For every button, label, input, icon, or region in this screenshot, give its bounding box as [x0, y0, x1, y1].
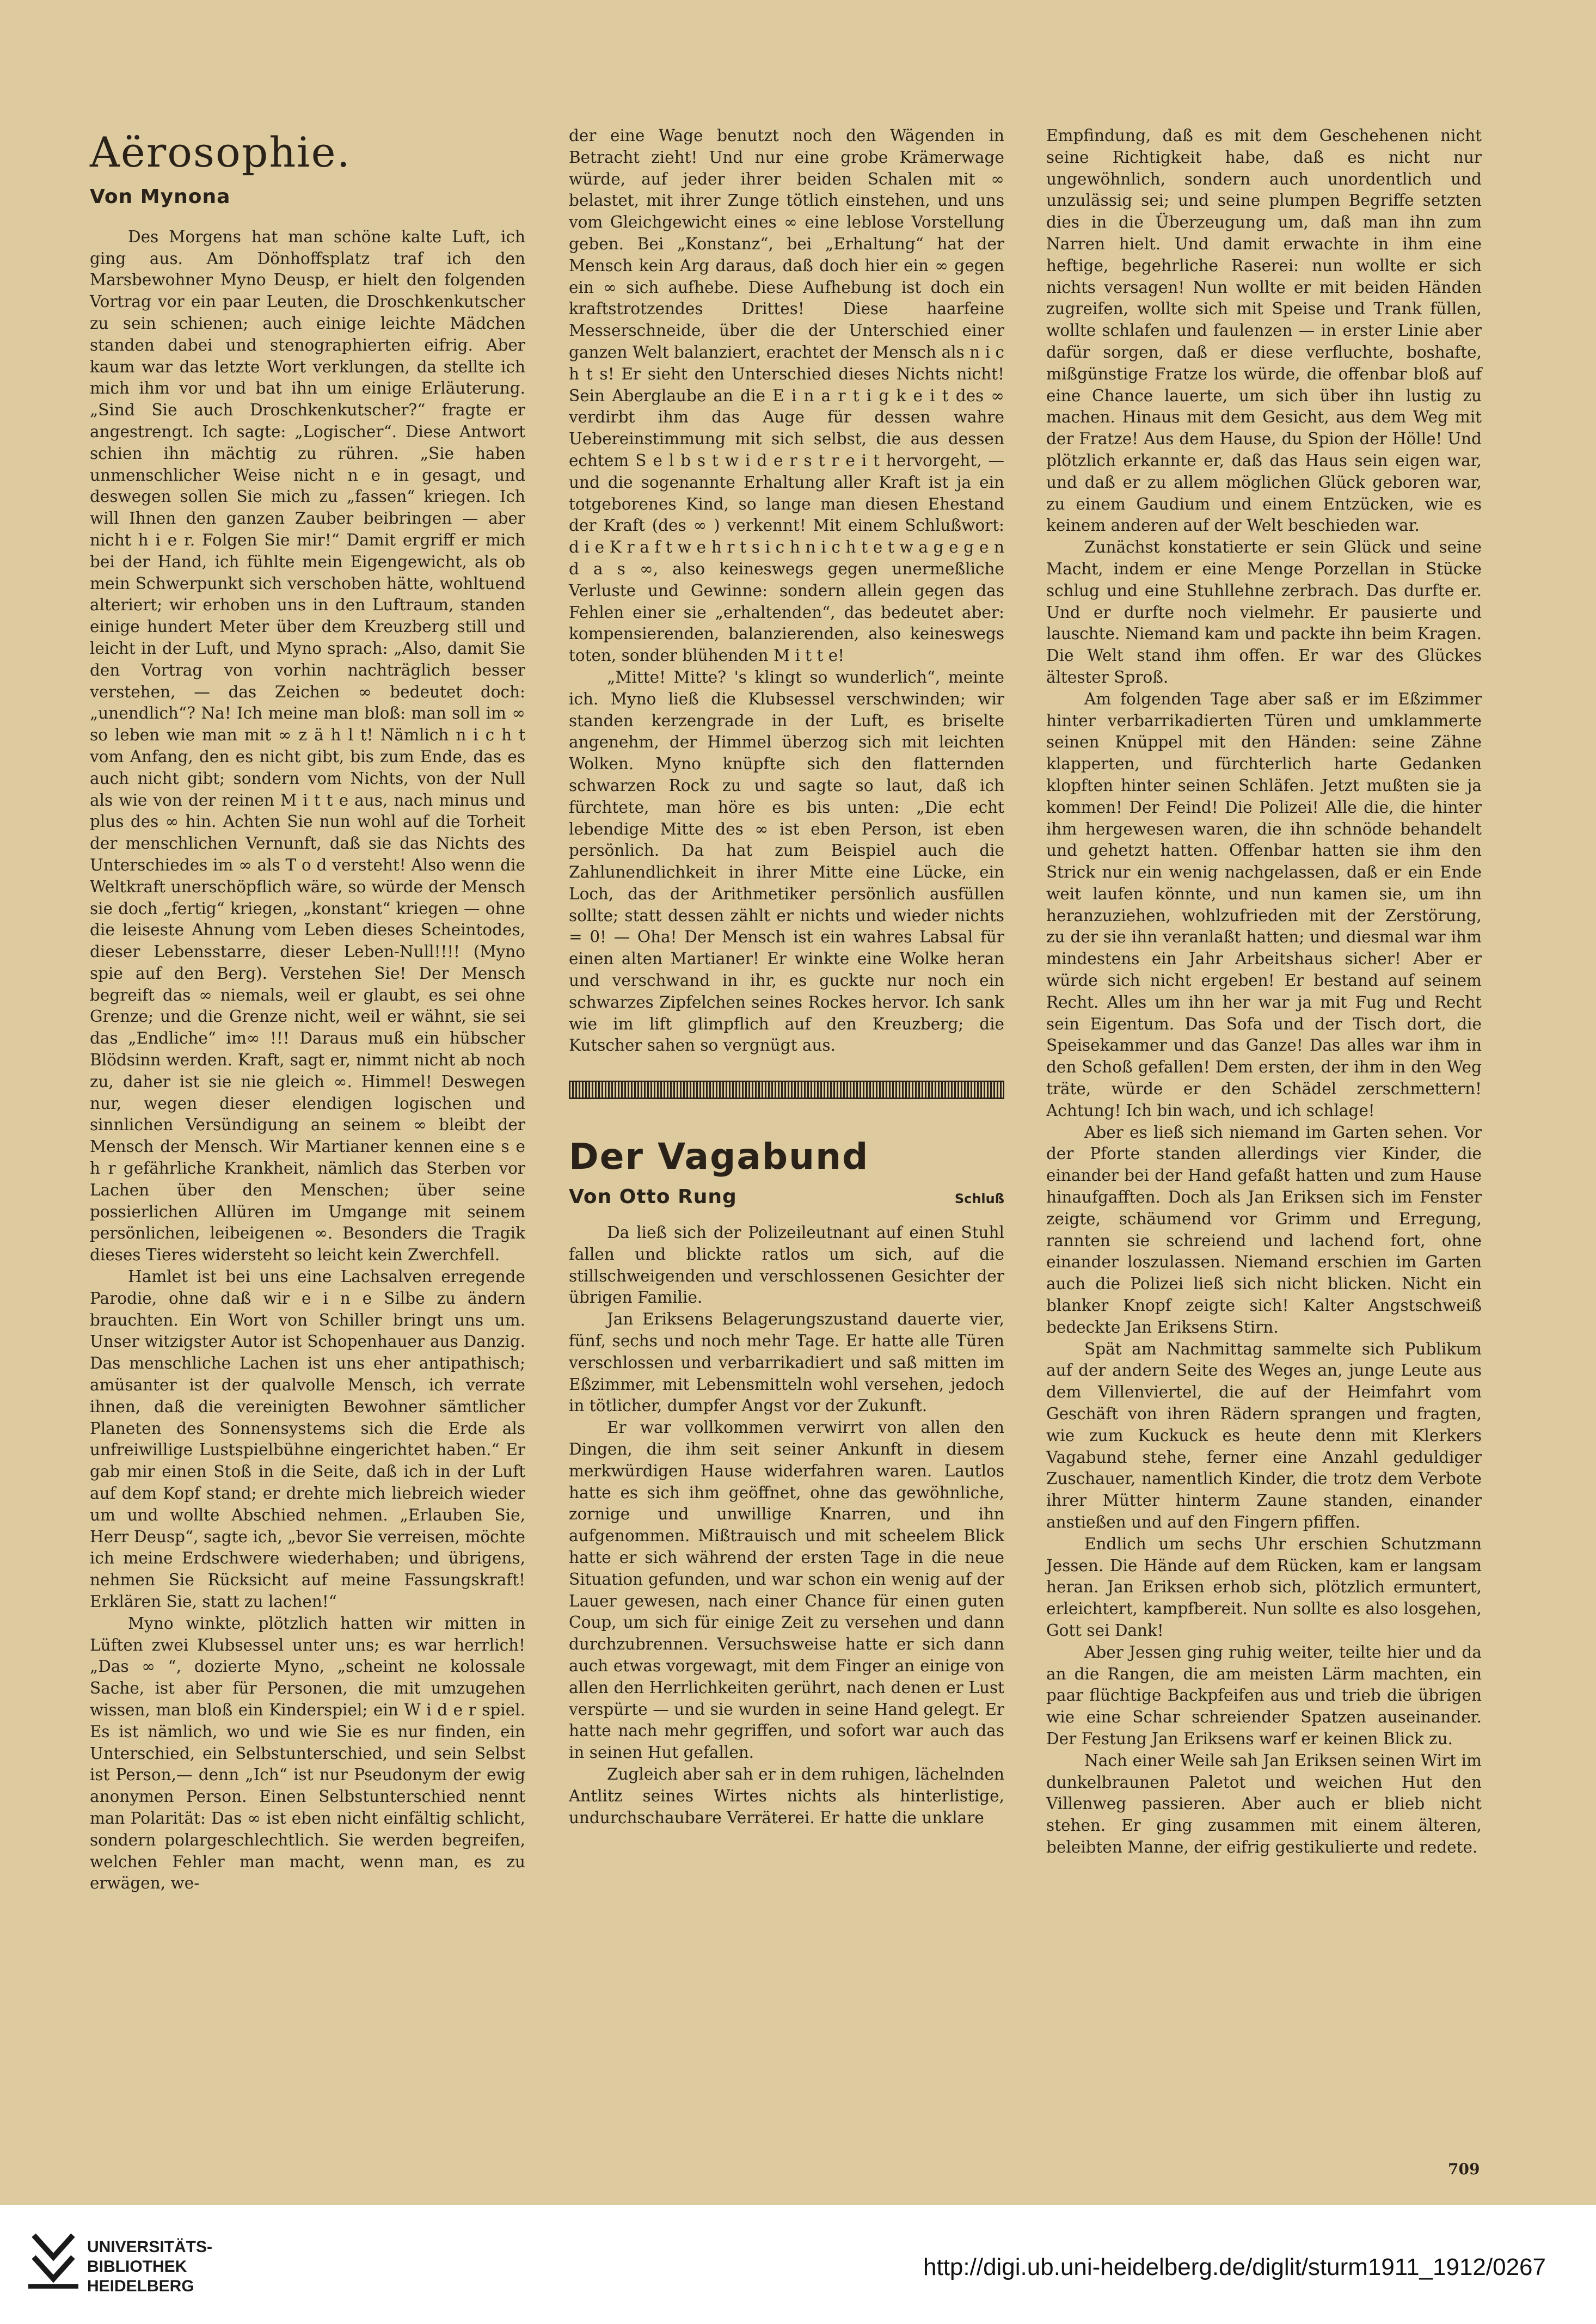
- source-url-link[interactable]: http://digi.ub.uni-heidelberg.de/diglit/sturm1911_1912/0267: [923, 2254, 1546, 2280]
- section-divider: [569, 1081, 1004, 1099]
- paragraph: „Mitte! Mitte? 's klingt so wunderlich“, meinte ich. Myno ließ die Klubsessel verschwinden; wir standen kerzengrade in der Luft, es briselte angenehm, der Himmel überzog sich mit leichten Wolken. Myno knüpfte sich den flatternden schwarzen Rock zu und sagte so laut, daß ich fürchtete, man höre es bis unten: „Die echt lebendige Mitte des ∞ ist eben Person, ist eben persönlich. Da hat zum Beispiel auch die Zahlunendlichkeit in ihrer Mitte eine Lücke, ein Loch, das der Arithmetiker persönlich ausfüllen sollte; statt dessen zählt er nichts und wieder nichts = 0! — Oha! Der Mensch ist ein wahres Labsal für einen alten Martianer! Er winkte eine Wolke heran und verschwand in ihr, es guckte nur noch ein schwarzes Zipfelchen seines Rockes hervor. Ich sank wie im lift glimpflich auf den Kreuzberg; die Kutscher sahen so vergnügt aus.: [569, 667, 1004, 1055]
- article-byline: Von Otto Rung: [569, 1186, 737, 1209]
- paragraph: Am folgenden Tage aber saß er im Eßzimmer hinter verbarrikadierten Türen und umklammerte seinen Knüppel mit den Händen: seine Zähne klapperten, und fürchterlich harte Gedanken klopften hinter seinen Schläfen. Jetzt mußten sie ja kommen! Der Feind! Die Polizei! Alle die, die hinter ihm hergewesen waren, die ihn schnöde behandelt und gehetzt hatten. Offenbar hatten sie ihm den Strick nur ein wenig nachgelassen, daß er ein Ende weit laufen könnte, und nun kamen sie, um ihn heranzuziehen, wohlzufrieden mit der Zerstörung, zu der sie ihn veranlaßt hatten; und diesmal war ihm mindestens ein Jahr Arbeitshaus sicher! Aber er würde sich nicht ergeben! Er bestand auf seinem Recht. Alles um ihn her war ja mit Fug und Recht sein Eigentum. Das Sofa und der Tisch dort, die Speisekammer und das Ganze! Das alles war ihm in den Schoß gefallen! Dem ersten, der ihm in den Weg träte, würde er den Schädel zerschmettern! Achtung! Ich bin wach, und ich schlage!: [1046, 689, 1482, 1120]
- paragraph: Da ließ sich der Polizeileutnant auf einen Stuhl fallen und blickte ratlos um sich, auf die stillschweigenden und verschlossenen Gesichter der übrigen Familie.: [569, 1223, 1004, 1307]
- paragraph: Nach einer Weile sah Jan Eriksen seinen Wirt im dunkelbraunen Paletot und weichen Hut den Villenweg passieren. Aber auch er blieb nicht stehen. Er ging zusammen mit einem älteren, beleibten Manne, der eifrig gestikulierte und redete.: [1046, 1751, 1482, 1856]
- institution-line: UNIVERSITÄTS-: [87, 2238, 213, 2256]
- paragraph: Jan Eriksens Belagerungszustand dauerte vier, fünf, sechs und noch mehr Tage. Er hatte alle Türen verschlossen und verbarrikadiert und saß mitten im Eßzimmer, mit Lebensmitteln wohl versehen, jedoch in tötlicher, dumpfer Angst vor der Zukunft.: [569, 1310, 1004, 1415]
- paragraph: Zugleich aber sah er in dem ruhigen, lächelnden Antlitz seines Wirtes nichts als hinterlistige, undurchschaubare Verräterei. Er hatte die unklare: [569, 1764, 1004, 1827]
- column-1: [90, 125, 525, 1894]
- article-title: Der Vagabund: [569, 1136, 869, 1178]
- paragraph: Empfindung, daß es mit dem Geschehenen nicht seine Richtigkeit habe, daß es nicht nur ungewöhnlich, sondern auch unordentlich und unzulässig sei; und seine plumpen Begriffe setzten dies in die Überzeugung um, daß man ihn zum Narren hielt. Und damit erwachte in ihm eine heftige, begehrliche Raserei: nun wollte er sich nichts versagen! Nun wollte er mit beiden Händen zugreifen, wollte sich mit Speise und Trank füllen, wollte schlafen und faulenzen — in erster Linie aber dafür sorgen, daß er diese verfluchte, boshafte, mißgünstige Fratze los würde, die offenbar bloß auf eine Chance lauerte, um sich über ihn lustig zu machen. Hinaus mit dem Gesicht, aus dem Weg mit der Fratze! Aus dem Hause, du Spion der Hölle! Und plötzlich erkannte er, daß das Haus sein eigen war, und daß er zu allem möglichen Glück geboren war, zu einem Gaudium und einem Entzücken, wie es keinem anderen auf der Welt beschieden war.: [1046, 126, 1482, 535]
- paragraph: Hamlet ist bei uns eine Lachsalven erregende Parodie, ohne daß wir e i n e Silbe zu ändern brauchten. Ein Wort von Schiller bringt uns um. Unser witzigster Autor ist Schopenhauer aus Danzig. Das menschliche Lachen ist uns eher antipathisch; amüsanter ist der qualvolle Mensch, ich verrate ihnen, daß die vereinigten Bewohner sämtlicher Planeten des Sonnensystems sich die Erde als unfreiwillige Lustspielbühne eingerichtet haben.“ Er gab mir einen Stoß in die Seite, daß ich in der Luft auf dem Kopf stand; er drehte mich liebreich wieder um und wollte Abschied nehmen. „Erlauben Sie, Herr Deusp“, sagte ich, „bevor Sie verreisen, möchte ich meine Erdschwere wiederhaben; und übrigens, nehmen Sie Rücksicht auf meine Fassungskraft! Erklären Sie, statt zu lachen!“: [90, 1267, 525, 1611]
- paragraph: Aber Jessen ging ruhig weiter, teilte hier und da an die Rangen, die am meisten Lärm machten, ein paar flüchtige Backpfeifen aus und trieb die übrigen wie eine Schar schreiender Spatzen auseinander. Der Festung Jan Eriksens warf er keinen Blick zu.: [1046, 1642, 1482, 1748]
- institution-line: HEIDELBERG: [87, 2277, 194, 2295]
- paragraph: Des Morgens hat man schöne kalte Luft, ich ging aus. Am Dönhoffsplatz traf ich den Marsbewohner Myno Deusp, er hielt den folgenden Vortrag vor ein paar Leuten, die Droschkenkutscher zu sein schienen; auch einige leichte Mädchen standen dabei und stenographierten eifrig. Aber kaum war das letzte Wort verklungen, da stellte ich mich ihm vor und bat ihn um einige Erläuterung. „Sind Sie auch Droschkenkutscher?“ fragte er angestrengt. Ich sagte: „Logischer“. Diese Antwort schien ihn mächtig zu rühren. „Sie haben unmenschlicher Weise nicht n e in gesagt, und deswegen sollen Sie mich zu „fassen“ kriegen. Ich will Ihnen den ganzen Zauber beibringen — aber nicht h i e r. Folgen Sie mir!“ Damit ergriff er mich bei der Hand, ich fühlte mein Eigengewicht, als ob mein Schwerpunkt sich verschoben hätte, wohltuend alteriert; wir erhoben uns in den Luftraum, standen einige hundert Meter über dem Kreuzberg still und leicht in der Luft, und Myno sprach: „Also, damit Sie den Vortrag von vorhin nachträglich besser verstehen, — das Zeichen ∞ bedeutet doch: „unendlich“? Na! Ich meine man bloß: man soll im ∞ so leben wie man mit ∞ z ä h l t! Nämlich n i c h t vom Anfang, den es nicht gibt, bis zum Ende, das es auch nicht gibt; sondern vom Nichts, von der Null als wie von der reinen M i t t e aus, nach minus und plus des ∞ hin. Achten Sie nun wohl auf die Torheit der menschlichen Vernunft, daß sie das Nichts des Unterschiedes im ∞ als T o d versteht! Also wenn die Weltkraft unerschöpflich wäre, so würde der Mensch sie doch „fertig“ kriegen, „konstant“ kriegen — ohne die leiseste Ahnung vom Leben dieses Scheintodes, dieser Lebensstarre, dieser Leben-Null!!!! (Myno spie auf den Berg). Verstehen Sie! Der Mensch begreift das ∞ niemals, weil er glaubt, es sei ohne Grenze; und die Grenze nicht, weil er wähnt, sie sei das „Endliche“ im∞ !!! Daraus muß ein hübscher Blödsinn werden. Kraft, sagt er, nimmt nicht ab noch zu, daher ist sie nie gleich ∞. Himmel! Deswegen nur, wegen dieser elendigen logischen und sinnlichen Versündigung an seinem ∞ bleibt der Mensch der Mensch. Wir Martianer kennen eine s e h r gefährliche Krankheit, nämlich das Sterben vor Lachen über den Menschen; über seine possierlichen Allüren im Umgange mit seinem persönlichen, leibeigenen ∞. Besonders die Tragik dieses Tieres widersteht so leicht kein Zwerchfell.: [90, 227, 525, 1265]
- paragraph: der eine Wage benutzt noch den Wägenden in Betracht zieht! Und nur eine grobe Krämerwage würde, auf jeder ihrer beiden Schalen mit ∞ belastet, mit ihrer Zunge tötlich einstehen, und uns vom Gleichgewicht eines ∞ eine leblose Vorstellung geben. Bei „Konstanz“, bei „Erhaltung“ hat der Mensch kein Arg daraus, daß doch hier ein ∞ gegen ein ∞ sich aufhebe. Diese Aufhebung ist doch ein kraftstrotzendes Drittes! Diese haarfeine Messerschneide, über die der Unterschied einer ganzen Welt balanziert, erachtet der Mensch als n i c h t s! Er sieht den Unterschied dieses Nichts nicht! Sein Aberglaube an die E i n a r t i g k e i t des ∞ verdirbt ihm das Auge für dessen wahre Uebereinstimmung mit sich selbst, die aus dessen echtem S e l b s t w i d e r s t r e i t hervorgeht, — und die sogenannte Erhaltung aller Kraft ist ja ein totgeborenes Kind, so lange man diesen Ehestand der Kraft (des ∞ ) verkennt! Mit einem Schlußwort: d i e K r a f t w e h r t s i c h n i c h t e t w a g e g e n d a s ∞, also keineswegs gegen unermeßliche Verluste und Gewinne: sondern allein gegen das Fehlen einer sie „erhaltenden“, das bedeutet aber: kompensierenden, balanzierenden, also keineswegs toten, sonder blühenden M i t t e!: [569, 126, 1004, 665]
- institution-line: BIBLIOTHEK: [87, 2258, 187, 2276]
- article-title: Aërosophie.: [90, 128, 351, 176]
- paragraph: Er war vollkommen verwirrt von allen den Dingen, die ihm seit seiner Ankunft in diesem merkwürdigen Hause widerfahren waren. Lautlos hatte es sich ihm geöffnet, ohne das gewöhnliche, zornige und unwillige Knarren, und ihn aufgenommen. Mißtrauisch und mit scheelem Blick hatte er sich während der ersten Tage in die neue Situation gefunden, und war schon ein wenig auf der Lauer gewesen, nach einer Chance für einen guten Coup, um sich für einige Zeit zu versehen und dann durchzubrennen. Versuchsweise hatte er sich dann auch etwas vorgewagt, mit dem Finger an einige von allen den Herrlichkeiten gerührt, nach denen er Lust verspürte — und sie wurden in seine Hand gelegt. Er hatte nach mehr gegriffen, und sofort war auch das in seinen Hut gefallen.: [569, 1418, 1004, 1762]
- institution-name: [87, 2237, 212, 2296]
- paragraph: Spät am Nachmittag sammelte sich Publikum auf der andern Seite des Weges an, junge Leute aus dem Villenviertel, die auf der Heimfahrt vom Geschäft von ihren Rädern sprangen und fragten, wie zum Kuckuck es heute denn mit Klerkers Vagabund stehe, ferner eine Anzahl geduldiger Zuschauer, namentlich Kinder, die trotz dem Verbote ihrer Mütter hinterm Zaune standen, einander anstießen und auf den Fingern pfiffen.: [1046, 1339, 1482, 1531]
- column-2: [569, 125, 1004, 1829]
- column-3: [1046, 125, 1482, 1859]
- article-byline: Von Mynona: [90, 186, 231, 208]
- page-number: 709: [1448, 2160, 1480, 2178]
- paragraph: Myno winkte, plötzlich hatten wir mitten in Lüften zwei Klubsessel unter uns; es war herrlich! „Das ∞ “, dozierte Myno, „scheint ne kolossale Sache, ist aber für Personen, die mit umzugehen wissen, man bloß ein Kinderspiel; ein W i d e r spiel. Es ist nämlich, wo und wie Sie es nur finden, ein Unterschied, ein Selbstunterschied, und sein Selbst ist Person,— denn „Ich“ ist nur Pseudonym der ewig anonymen Person. Einen Selbstunterschied nennt man Polarität: Das ∞ ist eben nicht einfältig schlicht, sondern polargeschlechtlich. Sie werden begreifen, welchen Fehler man macht, wenn man, es zu erwägen, we-: [90, 1614, 525, 1893]
- library-logo-icon: [28, 2230, 78, 2294]
- paragraph: Zunächst konstatierte er sein Glück und seine Macht, indem er eine Menge Porzellan in Stücke schlug und eine Stuhllehne zerbrach. Das durfte er. Und er durfte noch vielmehr. Er pausierte und lauschte. Niemand kam und packte ihn beim Kragen. Die Welt stand ihm offen. Er war des Glückes ältester Sproß.: [1046, 538, 1482, 686]
- continuation-tag: Schluß: [954, 1191, 1004, 1207]
- footer-bar: [0, 2205, 1596, 2324]
- paragraph: Aber es ließ sich niemand im Garten sehen. Vor der Pforte standen allerdings vier Kinder, die einander bei der Hand gefaßt hatten und zum Hause hinaufgafften. Doch als Jan Eriksen sich im Fenster zeigte, schäumend vor Grimm und Erregung, rannten sie schreiend und lachend fort, ohne einander loszulassen. Niemand erschien im Garten auch die Polizei ließ sich nicht blicken. Nicht ein blanker Knopf zeigte sich! Kalter Angstschweiß bedeckte Jan Eriksens Stirn.: [1046, 1123, 1482, 1336]
- paragraph: Endlich um sechs Uhr erschien Schutzmann Jessen. Die Hände auf dem Rücken, kam er langsam heran. Jan Eriksen erhob sich, plötzlich ermuntert, erleichtert, kampfbereit. Nun sollte es also losgehen, Gott sei Dank!: [1046, 1534, 1482, 1640]
